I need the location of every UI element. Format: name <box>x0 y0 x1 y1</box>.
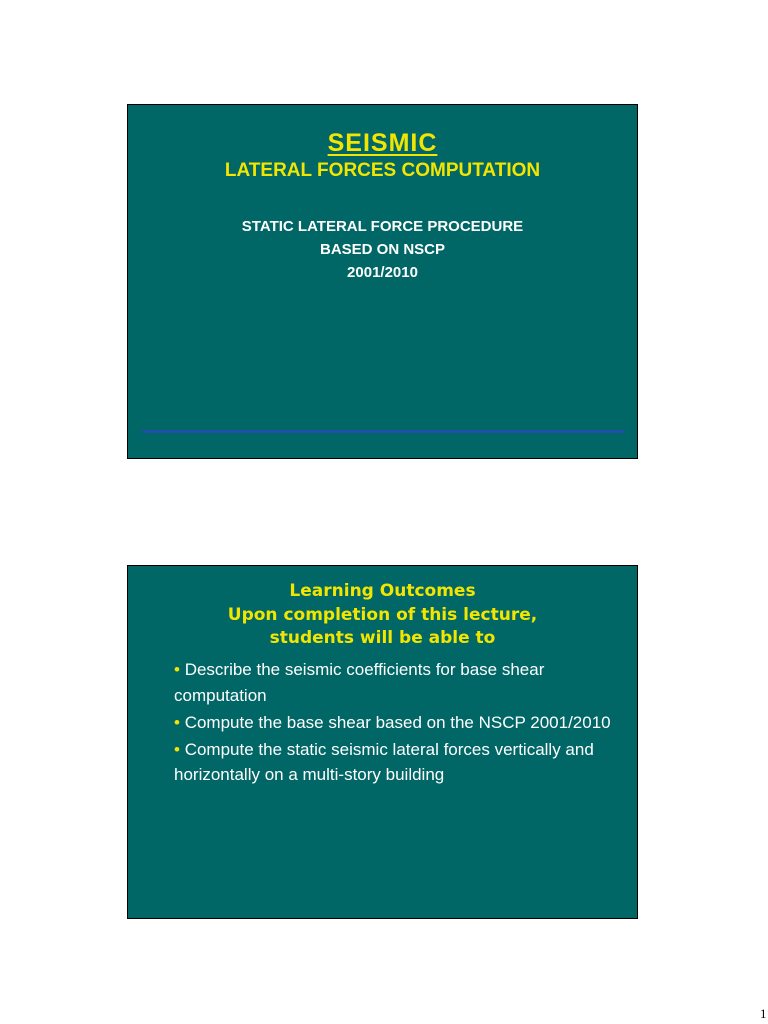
slide-2-heading-line: students will be able to <box>269 628 496 648</box>
slide-1-subtitle: LATERAL FORCES COMPUTATION <box>224 160 541 181</box>
bullet-icon: • <box>174 739 180 759</box>
slide-1-body-line: STATIC LATERAL FORCE PROCEDURE <box>241 218 524 235</box>
slide-1-body-line: 2001/2010 <box>347 264 418 281</box>
list-item <box>174 737 614 788</box>
slide-2-heading-line: Upon completion of this lecture, <box>227 604 538 625</box>
list-item <box>174 710 614 736</box>
bullet-icon: • <box>174 712 180 732</box>
slide-1-body-line: BASED ON NSCP <box>319 241 446 258</box>
slide-1-divider <box>142 430 625 433</box>
page-number: 1 <box>760 1006 767 1021</box>
slide-2-heading <box>128 580 637 651</box>
list-item-text: Describe the seismic coefficients for base shear computation <box>174 660 545 705</box>
list-item-text: Compute the base shear based on the NSCP 2001/2010 <box>184 712 611 732</box>
list-item <box>174 657 614 708</box>
slide-1-body <box>128 215 637 284</box>
slide-1 <box>127 104 638 459</box>
learning-outcomes-list <box>174 657 614 789</box>
slide-1-title: SEISMIC <box>327 129 438 157</box>
list-item-text: Compute the static seismic lateral forces vertically and horizontally on a multi-story building <box>174 739 594 784</box>
slide-2 <box>127 565 638 919</box>
slide-2-heading-line: Learning Outcomes <box>289 581 476 601</box>
bullet-icon: • <box>174 660 180 679</box>
